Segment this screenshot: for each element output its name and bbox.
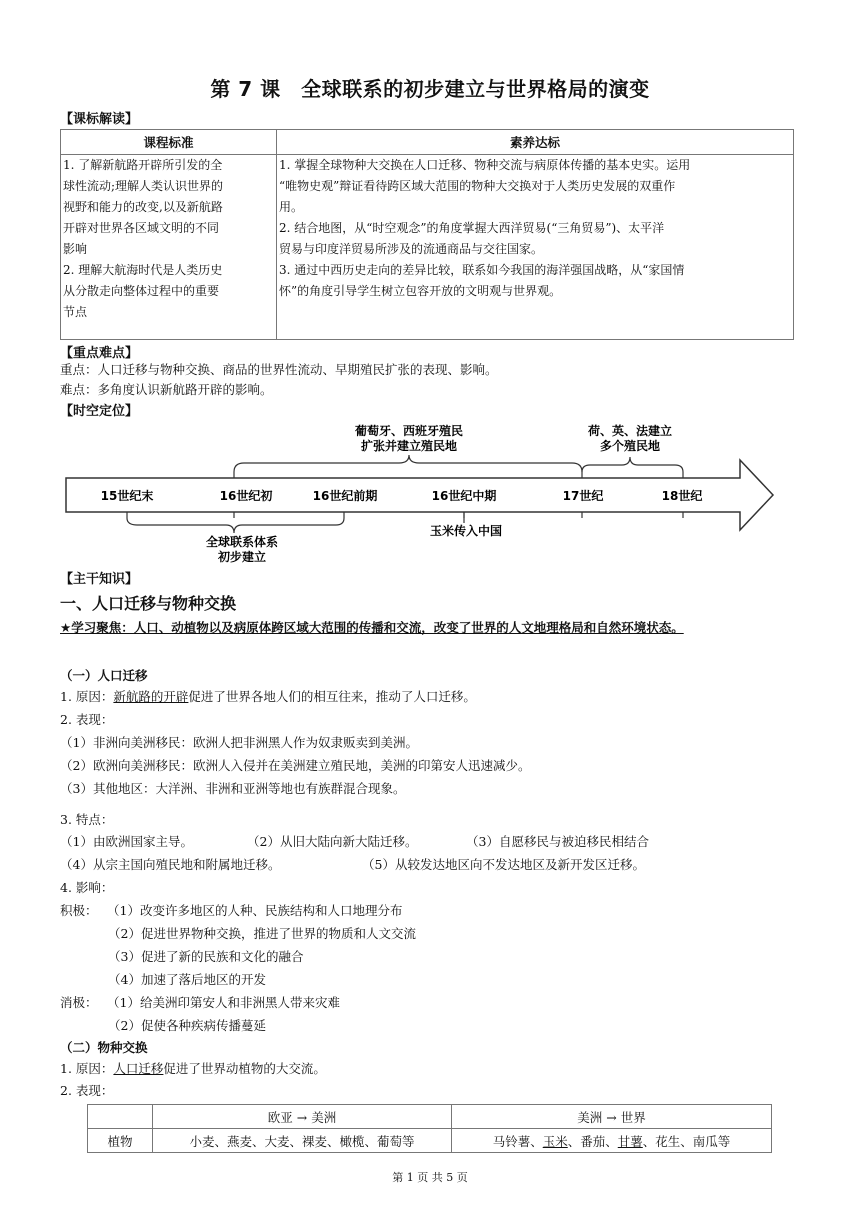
migration-perf-title: 2. 表现： — [60, 712, 114, 727]
brace-upper-1 — [234, 455, 582, 472]
impact-negative-2: （2）促使各种疾病传播蔓延 — [108, 1018, 266, 1033]
page-footer: 第 1 页 共 5 页 — [392, 1171, 468, 1184]
migration-perf-2: （2）欧洲向美洲移民：欧洲人入侵并在美洲建立殖民地，美洲的印第安人迅速减少。 — [60, 758, 531, 773]
tick-label: 16世纪初 — [219, 489, 273, 503]
timeline-diagram — [0, 415, 860, 575]
timeline-note: 扩张并建立殖民地 — [360, 439, 458, 453]
literacy-cell: 1. 掌握全球物种大交换在人口迁移、物种交流与病原体传播的基本史实。运用 “唯物史观”辩证看待跨区域大范围的物种大交换对于人类历史发展的双重作 用。 2. 结合地图，从“时空观念”的角度掌握大西洋贸易(“三角贸易”)、太平洋 贸易与印度洋贸易所涉及的流通商品与交往国家。 3. 通过中西历史走向的差异比较，联系如今我国的海洋强国战略，从“家国情 怀”的角度引导学生树立包容开放的文明观与世界观。 — [277, 155, 794, 340]
tick-label: 15世纪末 — [100, 489, 154, 503]
impact-negative-1: （1）给美洲印第安人和非洲黑人带来灾难 — [107, 995, 340, 1010]
migration-feat-title: 3. 特点： — [60, 812, 114, 827]
impact-positive-4: （4）加速了落后地区的开发 — [108, 972, 266, 987]
impact-positive-1: （1）改变许多地区的人种、民族结构和人口地理分布 — [107, 903, 403, 918]
impact-positive-3: （3）促进了新的民族和文化的融合 — [108, 949, 304, 964]
timeline-note: 荷、英、法建立 — [587, 424, 673, 438]
species-header-america: 美洲 → 世界 — [452, 1105, 772, 1129]
impact-title: 4. 影响： — [60, 880, 114, 895]
species-eurasia-plants: 小麦、燕麦、大麦、裸麦、橄榄、葡萄等 — [153, 1129, 452, 1153]
learning-focus: ★学习聚焦：人口、动植物以及病原体跨区域大范围的传播和交流，改变了世界的人文地理格局和自然环境状态。 — [60, 620, 684, 635]
course-standard-cell: 1. 了解新航路开辟所引发的全 球性流动;理解人类认识世界的 视野和能力的改变,以及新航路 开辟对世界各区域文明的不同 影响 2. 理解大航海时代是人类历史 从分散走向整体过程中的重要 节点 — [61, 155, 277, 340]
tick-label: 18世纪 — [661, 489, 703, 503]
section-main: 【主干知识】 — [60, 572, 139, 587]
migration-perf-1: （1）非洲向美洲移民：欧洲人把非洲黑人作为奴隶贩卖到美洲。 — [60, 735, 418, 750]
section-key-points: 【重点难点】 — [60, 346, 139, 361]
feature-1: （1）由欧洲国家主导。 — [60, 834, 193, 849]
species-header-blank — [88, 1105, 153, 1129]
brace-lower — [127, 518, 344, 533]
species-cause: 1. 原因：人口迁移促进了世界动植物的大交流。 — [60, 1061, 326, 1076]
impact-positive-2: （2）促进世界物种交换，推进了世界的物质和人文交流 — [108, 926, 416, 941]
timeline-note: 初步建立 — [217, 550, 267, 564]
feature-3: （3）自愿移民与被迫移民相结合 — [466, 834, 649, 849]
tick-label: 16世纪前期 — [312, 489, 378, 503]
header-course-standard: 课程标准 — [61, 130, 277, 155]
tick-label: 16世纪中期 — [431, 489, 497, 503]
timeline-note: 多个殖民地 — [599, 439, 661, 453]
feature-2: （2）从旧大陆向新大陆迁移。 — [247, 834, 418, 849]
species-header-eurasia: 欧亚 → 美洲 — [153, 1105, 452, 1129]
header-literacy: 素养达标 — [277, 130, 794, 155]
species-row-label: 植物 — [88, 1129, 153, 1153]
timeline-note: 玉米传入中国 — [429, 524, 503, 538]
section-timeline: 【时空定位】 — [60, 404, 139, 419]
species-america-plants: 马铃薯、玉米、番茄、甘薯、花生、南瓜等 — [452, 1129, 772, 1153]
timeline-note: 葡萄牙、西班牙殖民 — [354, 424, 464, 438]
tick-label: 17世纪 — [562, 489, 604, 503]
sub-species: （二）物种交换 — [60, 1040, 148, 1055]
section-standards: 【课标解读】 — [60, 112, 139, 127]
part1-heading: 一、人口迁移与物种交换 — [60, 594, 237, 613]
sub-migration: （一）人口迁移 — [60, 668, 148, 683]
feature-5: （5）从较发达地区向不发达地区及新开发区迁移。 — [362, 857, 645, 872]
impact-negative-label: 消极： — [60, 995, 98, 1010]
impact-positive-label: 积极： — [60, 903, 98, 918]
page-title: 第 7 课 全球联系的初步建立与世界格局的演变 — [210, 77, 650, 101]
key-point-focus: 重点：人口迁移与物种交换、商品的世界性流动、早期殖民扩张的表现、影响。 — [60, 362, 498, 377]
migration-perf-3: （3）其他地区：大洋洲、非洲和亚洲等地也有族群混合现象。 — [60, 781, 406, 796]
timeline-note: 全球联系体系 — [205, 535, 279, 549]
migration-cause: 1. 原因：新航路的开辟促进了世界各地人们的相互往来，推动了人口迁移。 — [60, 689, 476, 704]
standards-table — [60, 129, 794, 340]
species-perf-title: 2. 表现： — [60, 1083, 114, 1098]
key-point-difficulty: 难点：多角度认识新航路开辟的影响。 — [60, 382, 273, 397]
species-table — [87, 1104, 772, 1153]
brace-upper-2 — [582, 457, 683, 472]
feature-4: （4）从宗主国向殖民地和附属地迁移。 — [60, 857, 281, 872]
